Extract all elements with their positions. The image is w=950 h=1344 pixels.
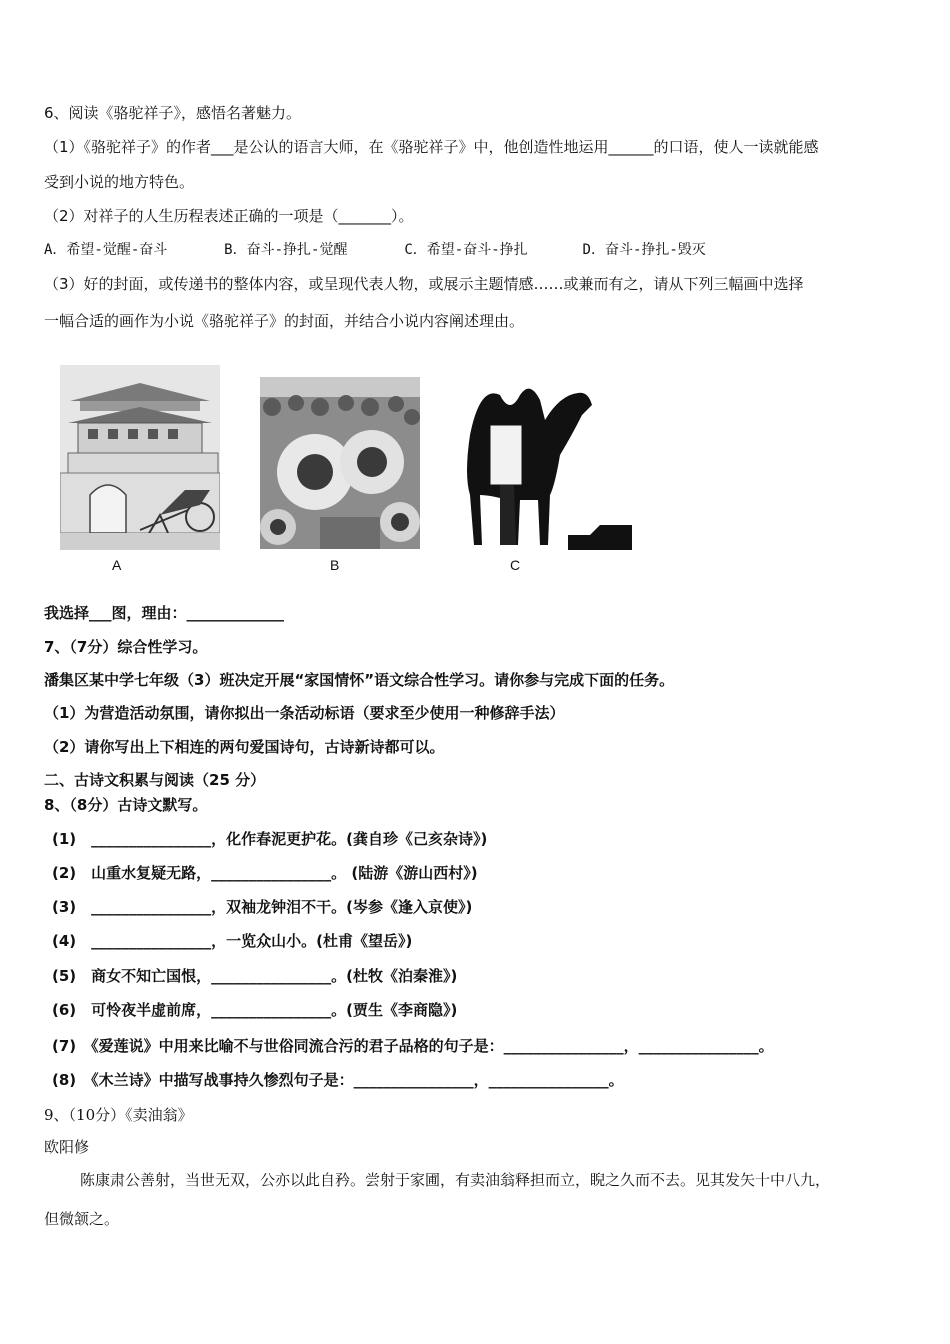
recitation-item-7: (7) 《爱莲说》中用来比喻不与世俗同流合污的君子品格的句子是：________________，________________。: [52, 1037, 774, 1055]
option-a: A．希望-觉醒-奋斗: [44, 242, 168, 258]
recitation-item-4: (4) ________________，一览众山小。(杜甫《望岳》): [52, 932, 413, 950]
section-2-heading: 二、古诗文积累与阅读（25 分）: [44, 771, 266, 789]
question-7-intro: 潘集区某中学七年级（3）班决定开展“家国情怀”语文综合性学习。请你参与完成下面的任务。: [44, 671, 675, 689]
caption-c: C: [510, 557, 521, 573]
recitation-item-5: (5) 商女不知亡国恨，________________。(杜牧《泊秦淮》): [52, 967, 458, 985]
question-6-part-1-cont: 受到小说的地方特色。: [44, 173, 195, 191]
recitation-item-2: (2) 山重水复疑无路，________________。 (陆游《游山西村》): [52, 864, 478, 882]
options-row: [44, 240, 706, 260]
picture-b: [260, 377, 420, 549]
passage-paragraph-cont: 但微颔之。: [44, 1210, 120, 1228]
question-9-title: 9、（10分）《卖油翁》: [44, 1106, 193, 1124]
picture-c: [460, 375, 632, 550]
passage-paragraph: 陈康肃公善射，当世无双，公亦以此自矜。尝射于家圃，有卖油翁释担而立，睨之久而不去。见其发矢十中八九，: [80, 1171, 831, 1189]
question-7-task-2: （2）请你写出上下相连的两句爱国诗句，古诗新诗都可以。: [44, 738, 445, 756]
picture-a: [60, 365, 220, 550]
recitation-item-3: (3) ________________，双袖龙钟泪不干。(岑参《逢入京使》): [52, 898, 473, 916]
recitation-item-1: (1) ________________，化作春泥更护花。(龚自珍《己亥杂诗》): [52, 830, 488, 848]
option-d: D．奋斗-挣扎-毁灭: [582, 242, 706, 258]
question-6-part-1: （1）《骆驼祥子》的作者___是公认的语言大师，在《骆驼祥子》中，他创造性地运用______的口语，使人一读就能感: [44, 138, 819, 156]
question-6-part-3: （3）好的封面，或传递书的整体内容，或呈现代表人物，或展示主题情感……或兼而有之，请从下列三幅画中选择: [44, 275, 804, 293]
recitation-item-6: (6) 可怜夜半虚前席，________________。(贾生《李商隐》): [52, 1001, 458, 1019]
question-6-title: 6、阅读《骆驼祥子》，感悟名著魅力。: [44, 104, 302, 122]
question-6-part-3-cont: 一幅合适的画作为小说《骆驼祥子》的封面，并结合小说内容阐述理由。: [44, 312, 525, 330]
option-c: C．希望-奋斗-挣扎: [404, 242, 528, 258]
question-7-task-1: （1）为营造活动氛围，请你拟出一条活动标语（要求至少使用一种修辞手法）: [44, 704, 565, 722]
recitation-item-8: (8) 《木兰诗》中描写战事持久惨烈句子是：________________，________________。: [52, 1071, 624, 1089]
caption-b: B: [330, 557, 340, 573]
question-6-part-2: （2）对祥子的人生历程表述正确的一项是（_______）。: [44, 207, 414, 225]
question-7-title: 7、（7分）综合性学习。: [44, 638, 208, 656]
caption-a: A: [112, 557, 122, 573]
choose-line: 我选择___图，理由：_____________: [44, 604, 285, 622]
passage-author: 欧阳修: [44, 1138, 90, 1156]
option-b: B．奋斗-挣扎-觉醒: [224, 242, 348, 258]
question-8-title: 8、（8分）古诗文默写。: [44, 796, 208, 814]
